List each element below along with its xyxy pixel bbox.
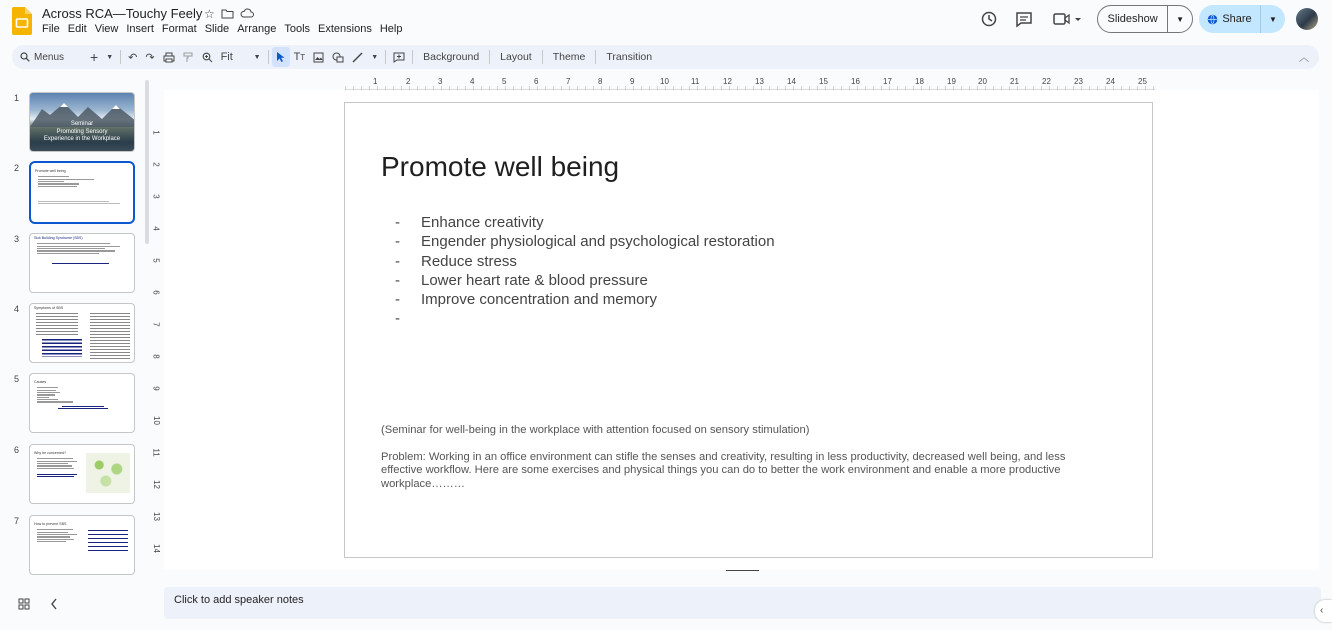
speaker-notes-placeholder: Click to add speaker notes xyxy=(174,594,304,606)
menu-edit[interactable]: Edit xyxy=(67,23,87,35)
slide-number: 1 xyxy=(14,93,20,103)
list-item: - xyxy=(395,310,400,328)
grid-view-icon[interactable] xyxy=(18,598,30,613)
list-item: - Lower heart rate & blood pressure xyxy=(395,271,648,289)
avatar[interactable] xyxy=(1296,8,1318,30)
line-icon[interactable] xyxy=(348,47,367,67)
list-item: - Improve concentration and memory xyxy=(395,291,657,309)
menu-help[interactable]: Help xyxy=(379,23,403,35)
move-to-folder-icon[interactable] xyxy=(221,7,234,22)
notes-resize-handle[interactable] xyxy=(726,570,759,571)
new-slide-icon[interactable]: + xyxy=(90,49,99,65)
theme-button[interactable]: Theme xyxy=(552,51,586,63)
slide-thumbnail-3[interactable]: Sick Building Syndrome (SBS) xyxy=(29,233,135,293)
menu-bar xyxy=(42,23,410,35)
toolbar xyxy=(12,45,1319,69)
redo-icon[interactable]: ↷ xyxy=(145,51,155,64)
shape-icon[interactable] xyxy=(328,47,348,67)
search-menus-label: Menus xyxy=(34,51,65,63)
slide-thumbnail-2[interactable]: Promote well being xyxy=(29,161,135,224)
cloud-status-icon[interactable] xyxy=(240,7,254,22)
slide-title[interactable]: Promote well being xyxy=(381,151,620,182)
menu-insert[interactable]: Insert xyxy=(126,23,154,35)
image-icon[interactable] xyxy=(309,47,328,67)
menu-extensions[interactable]: Extensions xyxy=(318,23,372,35)
menu-arrange[interactable]: Arrange xyxy=(237,23,277,35)
vertical-ruler[interactable]: 1 2 3 4 5 6 7 8 9 10 11 12 13 14 xyxy=(151,130,161,553)
title-icons xyxy=(204,7,254,22)
share-label: Share xyxy=(1222,13,1252,25)
undo-icon[interactable]: ↶ xyxy=(128,51,138,64)
zoom-select[interactable] xyxy=(217,47,265,67)
zoom-value: Fit xyxy=(220,51,233,63)
text-box-icon[interactable]: T T xyxy=(293,51,306,63)
filmstrip-scrollbar[interactable] xyxy=(145,80,149,244)
slide-filmstrip xyxy=(0,80,148,580)
collapse-filmstrip-icon[interactable] xyxy=(50,598,58,613)
menu-tools[interactable]: Tools xyxy=(284,23,311,35)
menu-file[interactable]: File xyxy=(42,23,60,35)
document-title[interactable]: Across RCA—Touchy Feely xyxy=(42,6,203,21)
horizontal-ruler[interactable]: 1 2 3 4 5 6 7 8 9 10 11 12 13 14 15 16 17 18 19 20 21 22 23 24 25 xyxy=(345,77,1155,90)
insert-comment-icon[interactable] xyxy=(389,47,409,67)
background-button[interactable]: Background xyxy=(423,51,480,63)
meet-video-icon[interactable] xyxy=(1053,10,1083,28)
slide-subtitle[interactable]: (Seminar for well-being in the workplace with attention focused on sensory stimulation) xyxy=(381,424,810,436)
paint-format-icon[interactable] xyxy=(179,47,198,67)
layout-button[interactable]: Layout xyxy=(500,51,532,63)
speaker-notes[interactable] xyxy=(164,587,1321,619)
slide-problem-text[interactable]: Problem: Working in an office environment can stifle the senses and creativity, resulting in less productivity, decreased well being, and less effective workflow. Here are some exercises and physical things you can do to better the work environment and enable a more productive workplace……… xyxy=(381,451,1066,490)
slide-number: 5 xyxy=(14,374,20,384)
share-button[interactable] xyxy=(1199,5,1285,33)
share-dropdown-icon[interactable]: ▼ xyxy=(1269,14,1277,24)
slide-number: 6 xyxy=(14,445,20,455)
print-icon[interactable] xyxy=(159,47,179,67)
slideshow-button[interactable] xyxy=(1097,5,1193,33)
slide-thumbnail-5[interactable]: Causes xyxy=(29,373,135,433)
slide-number: 4 xyxy=(14,304,20,314)
globe-icon xyxy=(1207,14,1218,25)
slide-thumbnail-6[interactable]: Why be concerned? xyxy=(29,444,135,504)
slide-number: 3 xyxy=(14,234,20,244)
side-panel-toggle-icon[interactable]: ‹ xyxy=(1315,600,1332,622)
bottom-controls xyxy=(18,598,58,613)
star-icon[interactable]: ☆ xyxy=(204,7,215,21)
slide-number: 7 xyxy=(14,516,20,526)
ruler-ticks xyxy=(345,77,1155,90)
slideshow-dropdown-icon[interactable]: ▼ xyxy=(1176,14,1185,24)
transition-button[interactable]: Transition xyxy=(606,51,653,63)
slide-thumbnail-1[interactable]: Seminar Promoting Sensory Experience in the Workplace xyxy=(29,92,135,152)
slide-number: 2 xyxy=(14,163,20,173)
menu-view[interactable]: View xyxy=(94,23,119,35)
search-icon xyxy=(20,52,30,62)
slide-thumbnail-4[interactable]: Symptoms of SBS xyxy=(29,303,135,363)
menu-slide[interactable]: Slide xyxy=(204,23,230,35)
new-slide-dropdown-icon[interactable]: ▼ xyxy=(106,53,114,61)
collapse-toolbar-icon[interactable]: ︿ xyxy=(1299,53,1309,64)
menu-format[interactable]: Format xyxy=(161,23,197,35)
slides-logo-icon[interactable] xyxy=(12,7,32,35)
line-dropdown-icon[interactable]: ▼ xyxy=(371,53,379,61)
bullet-list[interactable] xyxy=(395,213,775,329)
top-bar xyxy=(0,0,1332,42)
list-item: - Engender physiological and psychological restoration xyxy=(395,233,775,251)
zoom-icon[interactable] xyxy=(198,47,217,67)
search-menus[interactable] xyxy=(12,47,86,67)
list-item: - Enhance creativity xyxy=(395,214,544,231)
list-item: - Reduce stress xyxy=(395,252,517,270)
comments-icon[interactable] xyxy=(1015,10,1033,28)
select-tool-icon[interactable] xyxy=(272,47,290,67)
slideshow-label[interactable]: Slideshow xyxy=(1098,6,1168,32)
zoom-dropdown-icon: ▼ xyxy=(253,53,261,61)
slide-canvas[interactable] xyxy=(344,102,1153,558)
version-history-icon[interactable] xyxy=(980,10,998,28)
slide-thumbnail-7[interactable]: How to prevent SBS xyxy=(29,515,135,575)
